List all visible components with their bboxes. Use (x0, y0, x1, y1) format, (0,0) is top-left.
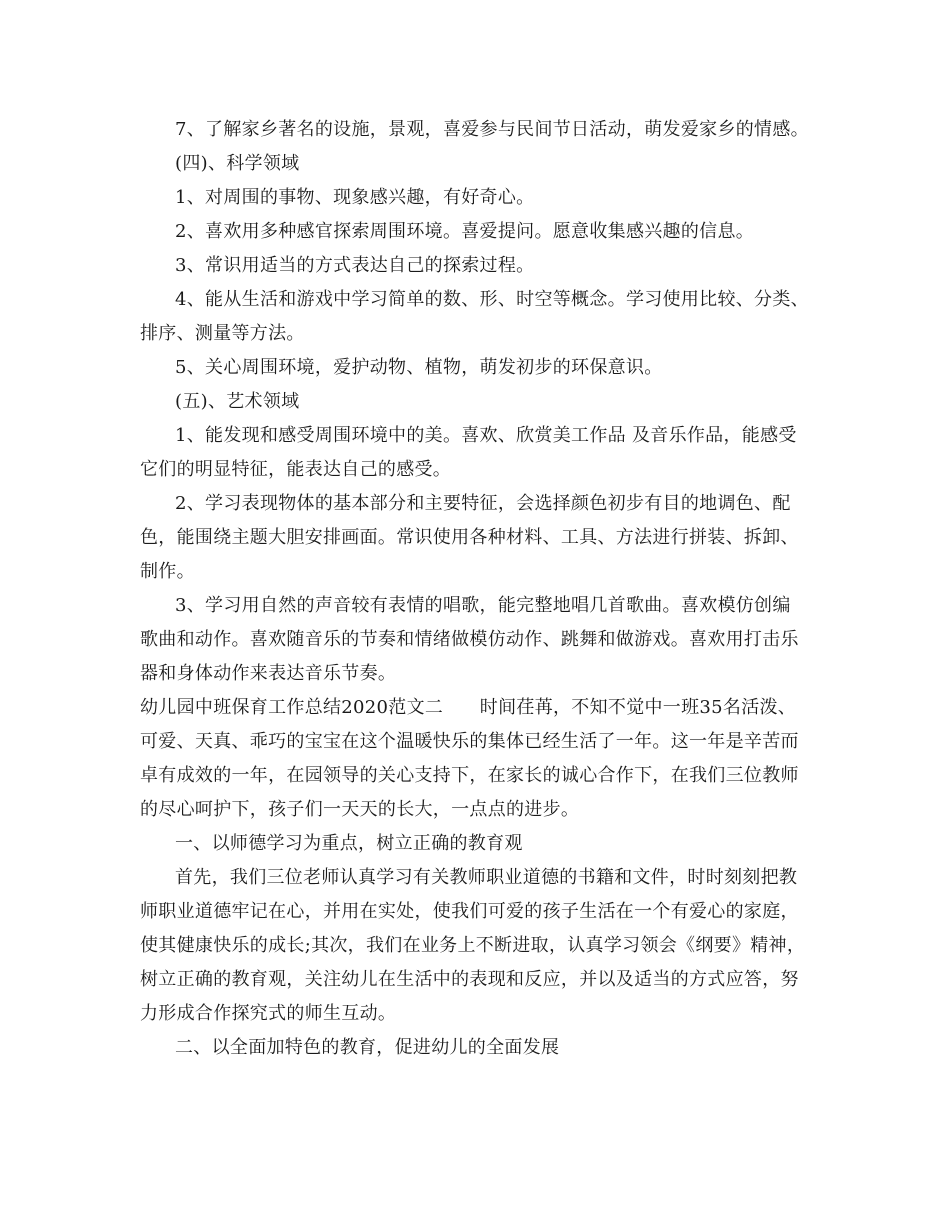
text-line: 器和身体动作来表达音乐节奏。 (140, 663, 397, 684)
text-line: 制作。 (140, 561, 195, 582)
text-line: 3、常识用适当的方式表达自己的探索过程。 (175, 255, 535, 276)
text-line: 色，能围绕主题大胆安排画面。常识使用各种材料、工具、方法进行拼装、拆卸、 (140, 527, 799, 548)
section-heading: (四)、科学领域 (175, 153, 300, 174)
text-line: 卓有成效的一年，在园领导的关心支持下，在家长的诚心合作下，在我们三位教师 (140, 765, 799, 786)
text-line: 它们的明显特征，能表达自己的感受。 (140, 459, 452, 480)
text-line: 3、学习用自然的声音较有表情的唱歌，能完整地唱几首歌曲。喜欢模仿创编 (175, 595, 791, 616)
section-heading: 二、以全面加特色的教育，促进幼儿的全面发展 (175, 1037, 560, 1058)
text-line: 2、学习表现物体的基本部分和主要特征，会选择颜色初步有目的地调色、配 (175, 493, 791, 514)
section-heading: 一、以师德学习为重点，树立正确的教育观 (175, 833, 523, 854)
text-line: 使其健康快乐的成长;其次，我们在业务上不断进取，认真学习领会《纲要》精神， (140, 935, 806, 956)
text-line: 的尽心呵护下，孩子们一天天的长大，一点点的进步。 (140, 799, 580, 820)
text-line: 树立正确的教育观，关注幼儿在生活中的表现和反应，并以及适当的方式应答，努 (140, 969, 799, 990)
text-line: 力形成合作探究式的师生互动。 (140, 1003, 397, 1024)
text-line: 可爱、天真、乖巧的宝宝在这个温暖快乐的集体已经生活了一年。这一年是辛苦而 (140, 731, 799, 752)
text-line: 首先，我们三位老师认真学习有关教师职业道德的书籍和文件，时时刻刻把教 (175, 867, 798, 888)
text-line: 师职业道德牢记在心，并用在实处，使我们可爱的孩子生活在一个有爱心的家庭， (140, 901, 799, 922)
text-line: 排序、测量等方法。 (140, 323, 305, 344)
text-line: 歌曲和动作。喜欢随音乐的节奏和情绪做模仿动作、跳舞和做游戏。喜欢用打击乐 (140, 629, 799, 650)
text-line: 1、对周围的事物、现象感兴趣，有好奇心。 (175, 187, 535, 208)
text-line: 7、了解家乡著名的设施，景观，喜爱参与民间节日活动，萌发爱家乡的情感。 (175, 119, 809, 140)
text-line: 5、关心周围环境，爱护动物、植物，萌发初步的环保意识。 (175, 357, 663, 378)
text-line: 4、能从生活和游戏中学习简单的数、形、时空等概念。学习使用比较、分类、 (175, 289, 809, 310)
section-heading: (五)、艺术领域 (175, 391, 300, 412)
text-line: 2、喜欢用多种感官探索周围环境。喜爱提问。愿意收集感兴趣的信息。 (175, 221, 755, 242)
document-title-line: 幼儿园中班保育工作总结2020范文二 时间荏苒，不知不觉中一班35名活泼、 (140, 697, 797, 718)
text-line: 1、能发现和感受周围环境中的美。喜欢、欣赏美工作品 及音乐作品，能感受 (175, 425, 797, 446)
